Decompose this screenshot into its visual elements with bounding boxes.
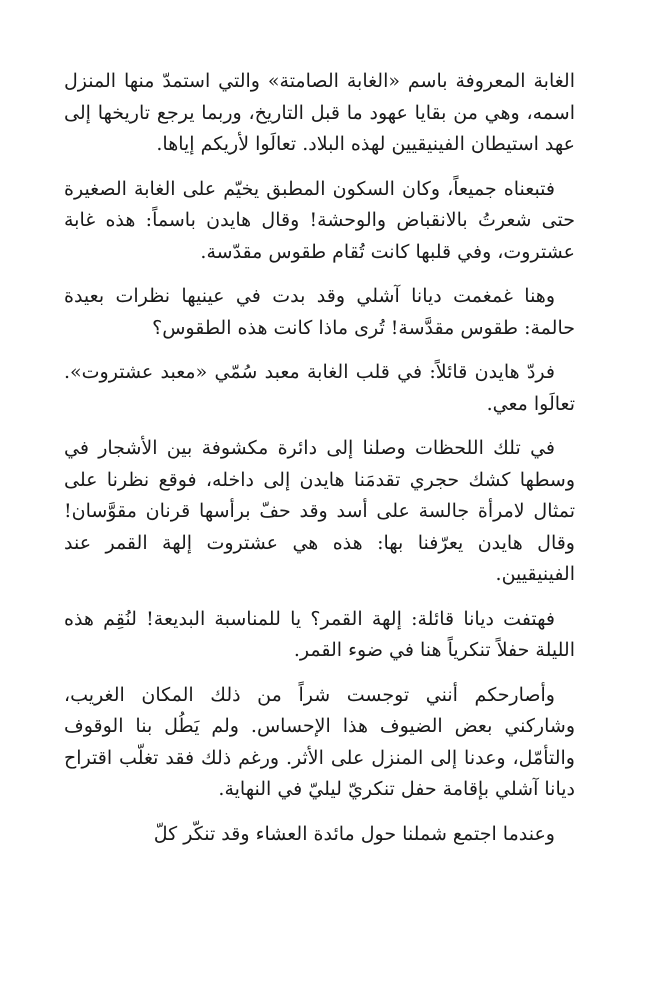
paragraph-2: فتبعناه جميعاً، وكان السكون المطبق يخيّم على الغابة الصغيرة حتى شعرتُ بالانقباض والوحشة! وقال هايدن باسماً: هذه غابة عشتروت، وفي قلبها كانت تُقام طقوس مقدّسة. [64,177,575,263]
paragraph-8: وعندما اجتمع شملنا حول مائدة العشاء وقد تنكّر كلّ [153,822,555,845]
paragraph-3: وهنا غمغمت ديانا آشلي وقد بدت في عينيها نظرات بعيدة حالمة: طقوس مقدَّسة! تُرى ماذا كانت هذه الطقوس؟ [64,285,575,339]
paragraph-5: في تلك اللحظات وصلنا إلى دائرة مكشوفة بين الأشجار في وسطها كشك حجري تقدمَنا هايدن إلى داخله، فوقع نظرنا على تمثال لامرأة جالسة على أسد وقد حفّ برأسها قرنان مقوَّسان! وقال هايدن يعرّفنا بها: هذه هي عشتروت إلهة القمر عند الفينيقيين. [64,437,575,585]
paragraph-6: فهتفت ديانا قائلة: إلهة القمر؟ يا للمناسبة البديعة! لنُقِم هذه الليلة حفلاً تنكرياً هنا في ضوء القمر. [64,607,575,661]
paragraph-1: الغابة المعروفة باسم «الغابة الصامتة» والتي استمدّ منها المنزل اسمه، وهي من بقايا عهود ما قبل التاريخ، وربما يرجع تاريخها إلى عهد استيطان الفينيقيين لهذه البلاد. تعالَوا لأريكم إياها. [64,70,575,155]
paragraph-7: وأصارحكم أنني توجست شراً من ذلك المكان الغريب، وشاركني بعض الضيوف هذا الإحساس. ولم يَطُل بنا الوقوف والتأمّل، وعدنا إلى المنزل على الأثر. ورغم ذلك فقد تغلّب اقتراح ديانا آشلي بإقامة حفل تنكريّ ليليّ في النهاية. [64,683,575,800]
book-page [64,66,575,863]
paragraph-4: فردّ هايدن قائلاً: في قلب الغابة معبد سُمّي «معبد عشتروت». تعالَوا معي. [64,361,575,415]
